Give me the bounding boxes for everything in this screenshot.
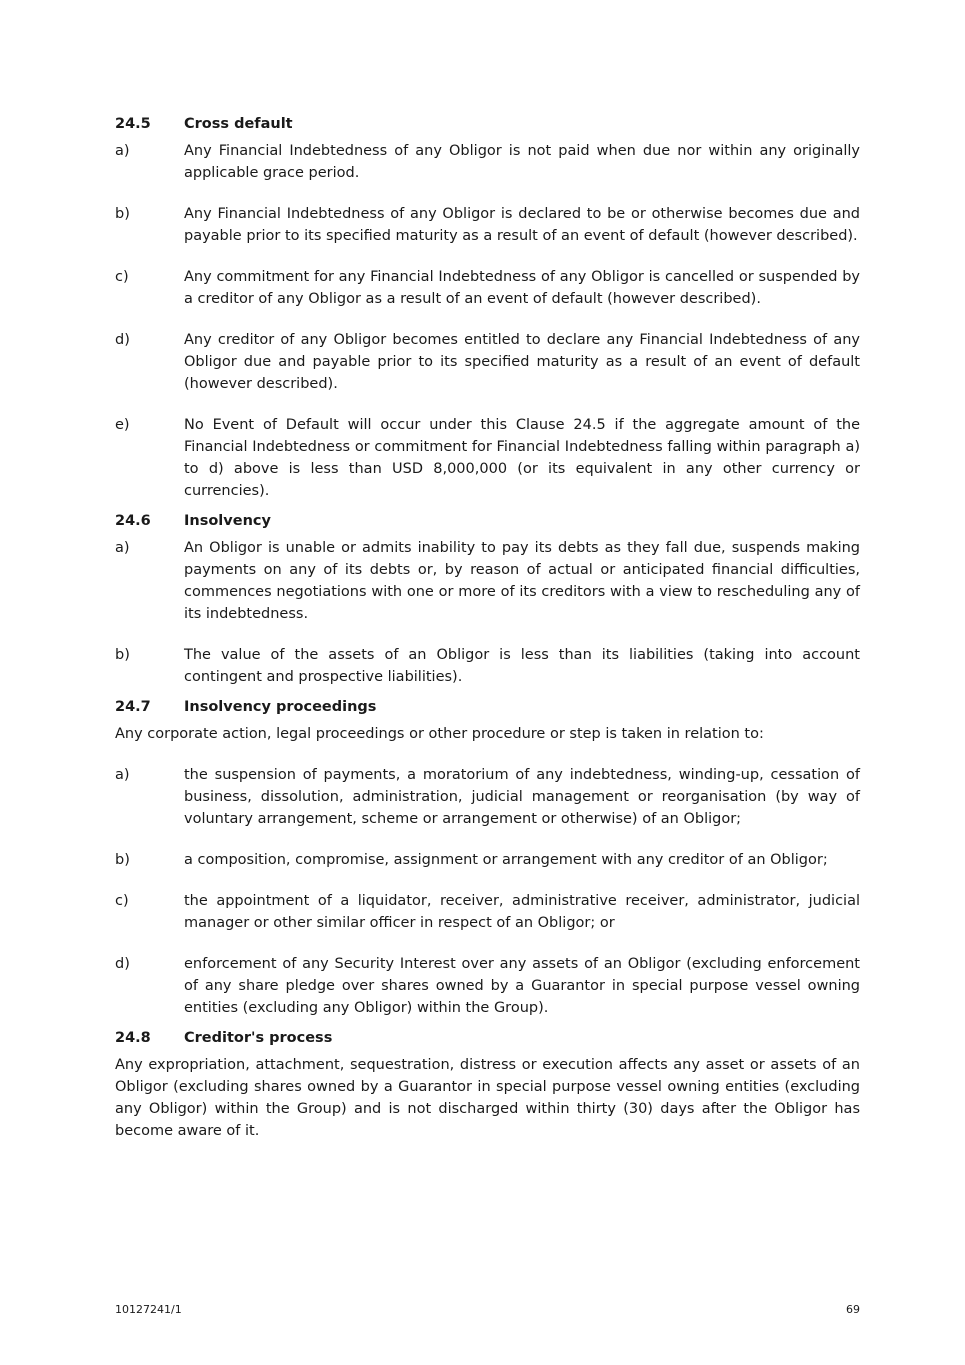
item-marker: e) (115, 417, 130, 433)
item-marker: a) (115, 767, 130, 783)
item-marker: d) (115, 956, 130, 972)
section-title: Insolvency (184, 513, 271, 529)
item-marker: b) (115, 647, 130, 663)
section-number: 24.5 (115, 116, 151, 132)
item-text: The value of the assets of an Obligor is less than its liabilities (taking into account contingent and prospective liabilities). (184, 647, 860, 685)
item-marker: a) (115, 143, 130, 159)
item-text: enforcement of any Security Interest over any assets of an Obligor (excluding enforcement of any share pledge over shares owned by a Guarantor in special purpose vessel owning entities (excluding any Obligor) within the Group). (184, 956, 860, 1016)
section-number: 24.7 (115, 699, 151, 715)
item-marker: d) (115, 332, 130, 348)
item-text: Any Financial Indebtedness of any Obligor is not paid when due nor within any originally applicable grace period. (184, 143, 860, 181)
section-number: 24.8 (115, 1030, 151, 1046)
list-item (115, 414, 860, 502)
section-intro: Any corporate action, legal proceedings or other procedure or step is taken in relation to: (115, 726, 764, 742)
section-title: Creditor's process (184, 1030, 333, 1046)
list-item (115, 644, 860, 688)
item-marker: b) (115, 206, 130, 222)
page-number: 69 (846, 1303, 860, 1316)
list-item (115, 537, 860, 625)
section-body: Any expropriation, attachment, sequestration, distress or execution affects any asset or assets of an Obligor (excluding shares owned by a Guarantor in special purpose vessel owning entities (excluding any Obligor) within the Group) and is not discharged within thirty (30) days after the Obligor has become aware of it. (115, 1057, 860, 1139)
list-item (115, 329, 860, 395)
section-heading-24-8 (115, 1028, 860, 1048)
item-text: the appointment of a liquidator, receiver, administrative receiver, administrator, judicial manager or other similar officer in respect of an Obligor; or (184, 893, 860, 931)
list-item (115, 764, 860, 830)
item-marker: c) (115, 893, 129, 909)
list-item (115, 953, 860, 1019)
section-number: 24.6 (115, 513, 151, 529)
section-heading-24-7 (115, 697, 860, 717)
item-text: An Obligor is unable or admits inability to pay its debts as they fall due, suspends making payments on any of its debts or, by reason of actual or anticipated financial difficulties, commences negotiations with one or more of its creditors with a view to rescheduling any of its indebtedness. (184, 540, 860, 622)
list-item (115, 890, 860, 934)
document-page (115, 114, 860, 1161)
section-heading-24-6 (115, 511, 860, 531)
section-title: Insolvency proceedings (184, 699, 377, 715)
item-text: Any creditor of any Obligor becomes entitled to declare any Financial Indebtedness of any Obligor due and payable prior to its specified maturity as a result of an event of default (however described). (184, 332, 860, 392)
section-title: Cross default (184, 116, 293, 132)
item-marker: b) (115, 852, 130, 868)
item-text: Any Financial Indebtedness of any Obligor is declared to be or otherwise becomes due and payable prior to its specified maturity as a result of an event of default (however described). (184, 206, 860, 244)
item-text: a composition, compromise, assignment or arrangement with any creditor of an Obligor; (184, 852, 828, 868)
list-item (115, 266, 860, 310)
page-footer (115, 1303, 860, 1316)
item-text: No Event of Default will occur under this Clause 24.5 if the aggregate amount of the Financial Indebtedness or commitment for Financial Indebtedness falling within paragraph a) to d) above is less than USD 8,000,000 (or its equivalent in any other currency or currencies). (184, 417, 860, 499)
section-heading-24-5 (115, 114, 860, 134)
list-item (115, 849, 860, 871)
document-reference: 10127241/1 (115, 1303, 182, 1316)
item-marker: c) (115, 269, 129, 285)
item-text: Any commitment for any Financial Indebtedness of any Obligor is cancelled or suspended by a creditor of any Obligor as a result of an event of default (however described). (184, 269, 860, 307)
item-text: the suspension of payments, a moratorium of any indebtedness, winding-up, cessation of business, dissolution, administration, judicial management or reorganisation (by way of voluntary arrangement, scheme or arrangement or otherwise) of an Obligor; (184, 767, 860, 827)
list-item (115, 140, 860, 184)
list-item (115, 203, 860, 247)
item-marker: a) (115, 540, 130, 556)
